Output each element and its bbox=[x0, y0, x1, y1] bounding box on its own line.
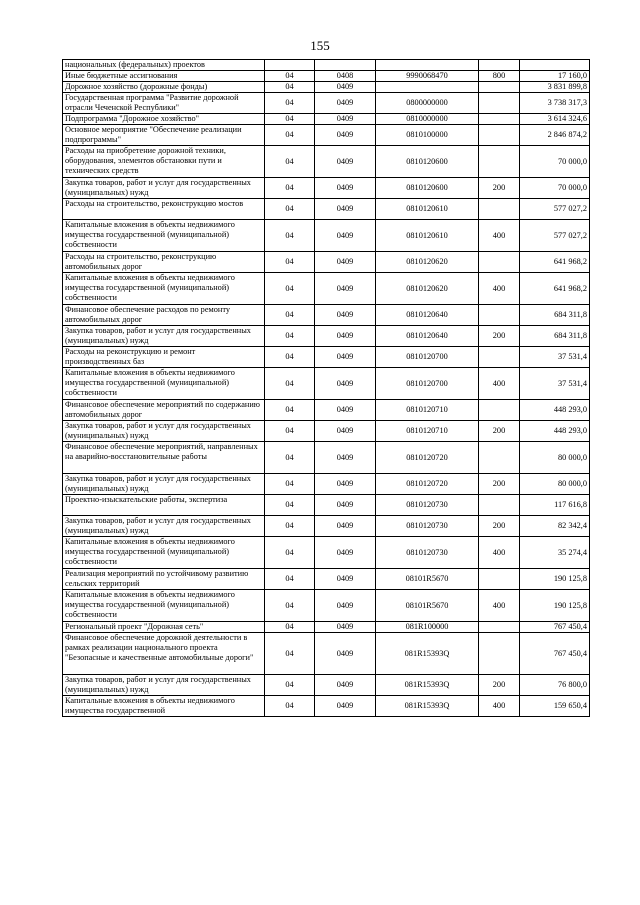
table-row bbox=[63, 93, 590, 114]
row-amount: 159 650,4 bbox=[520, 696, 590, 717]
row-section: 04 bbox=[265, 368, 315, 400]
row-name: национальных (федеральных) проектов bbox=[63, 60, 265, 71]
row-expense-type bbox=[479, 125, 520, 146]
row-section: 04 bbox=[265, 220, 315, 252]
table-row bbox=[63, 633, 590, 675]
row-expense-type bbox=[479, 622, 520, 633]
row-target-code: 0810120720 bbox=[376, 442, 479, 474]
row-expense-type bbox=[479, 400, 520, 421]
row-name: Закупка товаров, работ и услуг для государственных (муниципальных) нужд bbox=[63, 326, 265, 347]
row-section: 04 bbox=[265, 71, 315, 82]
row-name: Финансовое обеспечение мероприятий по содержанию автомобильных дорог bbox=[63, 400, 265, 421]
row-section: 04 bbox=[265, 252, 315, 273]
row-expense-type: 800 bbox=[479, 71, 520, 82]
row-name: Капитальные вложения в объекты недвижимого имущества государственной bbox=[63, 696, 265, 717]
row-subsection: 0409 bbox=[315, 114, 376, 125]
row-amount: 117 616,8 bbox=[520, 495, 590, 516]
row-expense-type: 400 bbox=[479, 696, 520, 717]
row-name: Финансовое обеспечение дорожной деятельности в рамках реализации национального проекта "Безопасные и качественные автомобильные дороги" bbox=[63, 633, 265, 675]
row-subsection: 0409 bbox=[315, 305, 376, 326]
row-section: 04 bbox=[265, 675, 315, 696]
table-row bbox=[63, 60, 590, 71]
row-amount: 684 311,8 bbox=[520, 326, 590, 347]
row-subsection: 0409 bbox=[315, 537, 376, 569]
table-row bbox=[63, 178, 590, 199]
row-target-code: 0810120620 bbox=[376, 252, 479, 273]
row-expense-type: 400 bbox=[479, 537, 520, 569]
row-subsection: 0408 bbox=[315, 71, 376, 82]
row-amount: 37 531,4 bbox=[520, 368, 590, 400]
row-target-code: 0810120700 bbox=[376, 347, 479, 368]
row-subsection: 0409 bbox=[315, 516, 376, 537]
row-subsection: 0409 bbox=[315, 495, 376, 516]
row-section: 04 bbox=[265, 590, 315, 622]
budget-table bbox=[62, 59, 590, 717]
row-subsection: 0409 bbox=[315, 633, 376, 675]
row-expense-type: 200 bbox=[479, 474, 520, 495]
row-target-code: 081R100000 bbox=[376, 622, 479, 633]
row-amount bbox=[520, 60, 590, 71]
row-section bbox=[265, 60, 315, 71]
row-target-code: 0810120610 bbox=[376, 199, 479, 220]
row-expense-type: 400 bbox=[479, 220, 520, 252]
row-name: Капитальные вложения в объекты недвижимого имущества государственной (муниципальной) собственности bbox=[63, 590, 265, 622]
row-section: 04 bbox=[265, 93, 315, 114]
row-target-code: 0810120730 bbox=[376, 537, 479, 569]
row-section: 04 bbox=[265, 400, 315, 421]
row-expense-type: 400 bbox=[479, 590, 520, 622]
table-row bbox=[63, 590, 590, 622]
row-name: Закупка товаров, работ и услуг для государственных (муниципальных) нужд bbox=[63, 421, 265, 442]
row-name: Закупка товаров, работ и услуг для государственных (муниципальных) нужд bbox=[63, 675, 265, 696]
row-amount: 577 027,2 bbox=[520, 220, 590, 252]
row-amount: 3 614 324,6 bbox=[520, 114, 590, 125]
row-amount: 684 311,8 bbox=[520, 305, 590, 326]
row-expense-type bbox=[479, 442, 520, 474]
row-section: 04 bbox=[265, 633, 315, 675]
row-target-code: 0810120730 bbox=[376, 495, 479, 516]
row-subsection: 0409 bbox=[315, 675, 376, 696]
table-row bbox=[63, 569, 590, 590]
row-expense-type bbox=[479, 305, 520, 326]
row-name: Расходы на строительство, реконструкцию мостов bbox=[63, 199, 265, 220]
row-subsection: 0409 bbox=[315, 146, 376, 178]
row-name: Закупка товаров, работ и услуг для государственных (муниципальных) нужд bbox=[63, 516, 265, 537]
table-row bbox=[63, 495, 590, 516]
row-name: Региональный проект "Дорожная сеть" bbox=[63, 622, 265, 633]
row-amount: 37 531,4 bbox=[520, 347, 590, 368]
table-row bbox=[63, 199, 590, 220]
row-name: Закупка товаров, работ и услуг для государственных (муниципальных) нужд bbox=[63, 474, 265, 495]
row-name: Финансовое обеспечение мероприятий, направленных на аварийно-восстановительные работы bbox=[63, 442, 265, 474]
row-expense-type: 400 bbox=[479, 273, 520, 305]
row-name: Расходы на строительство, реконструкцию автомобильных дорог bbox=[63, 252, 265, 273]
row-target-code: 0810000000 bbox=[376, 114, 479, 125]
row-amount: 82 342,4 bbox=[520, 516, 590, 537]
row-target-code: 0810100000 bbox=[376, 125, 479, 146]
table-row bbox=[63, 400, 590, 421]
row-section: 04 bbox=[265, 495, 315, 516]
row-target-code: 08101R5670 bbox=[376, 569, 479, 590]
row-section: 04 bbox=[265, 199, 315, 220]
row-section: 04 bbox=[265, 622, 315, 633]
row-section: 04 bbox=[265, 326, 315, 347]
row-name: Капитальные вложения в объекты недвижимого имущества государственной (муниципальной) собственности bbox=[63, 368, 265, 400]
row-target-code: 0810120700 bbox=[376, 368, 479, 400]
row-name: Реализация мероприятий по устойчивому развитию сельских территорий bbox=[63, 569, 265, 590]
row-name: Капитальные вложения в объекты недвижимого имущества государственной (муниципальной) собственности bbox=[63, 273, 265, 305]
row-amount: 35 274,4 bbox=[520, 537, 590, 569]
row-amount: 2 846 874,2 bbox=[520, 125, 590, 146]
row-amount: 767 450,4 bbox=[520, 633, 590, 675]
row-name: Капитальные вложения в объекты недвижимого имущества государственной (муниципальной) собственности bbox=[63, 220, 265, 252]
row-subsection: 0409 bbox=[315, 622, 376, 633]
row-target-code: 0800000000 bbox=[376, 93, 479, 114]
row-section: 04 bbox=[265, 516, 315, 537]
row-subsection: 0409 bbox=[315, 368, 376, 400]
row-target-code: 0810120640 bbox=[376, 326, 479, 347]
row-target-code: 0810120620 bbox=[376, 273, 479, 305]
budget-table-body bbox=[63, 60, 590, 717]
row-subsection: 0409 bbox=[315, 696, 376, 717]
row-section: 04 bbox=[265, 537, 315, 569]
table-row bbox=[63, 442, 590, 474]
table-row bbox=[63, 347, 590, 368]
row-amount: 17 160,0 bbox=[520, 71, 590, 82]
row-name: Закупка товаров, работ и услуг для государственных (муниципальных) нужд bbox=[63, 178, 265, 199]
row-subsection: 0409 bbox=[315, 220, 376, 252]
row-section: 04 bbox=[265, 696, 315, 717]
row-subsection: 0409 bbox=[315, 273, 376, 305]
row-target-code: 0810120600 bbox=[376, 146, 479, 178]
row-expense-type: 400 bbox=[479, 368, 520, 400]
table-row bbox=[63, 146, 590, 178]
row-expense-type: 200 bbox=[479, 675, 520, 696]
row-subsection: 0409 bbox=[315, 421, 376, 442]
row-name: Основное мероприятие "Обеспечение реализации подпрограммы" bbox=[63, 125, 265, 146]
row-subsection: 0409 bbox=[315, 347, 376, 368]
row-subsection: 0409 bbox=[315, 252, 376, 273]
row-expense-type: 200 bbox=[479, 326, 520, 347]
row-amount: 70 000,0 bbox=[520, 178, 590, 199]
row-expense-type bbox=[479, 114, 520, 125]
row-section: 04 bbox=[265, 569, 315, 590]
row-name: Расходы на реконструкцию и ремонт производственных баз bbox=[63, 347, 265, 368]
row-amount: 641 968,2 bbox=[520, 273, 590, 305]
row-name: Подпрограмма "Дорожное хозяйство" bbox=[63, 114, 265, 125]
row-amount: 190 125,8 bbox=[520, 590, 590, 622]
row-expense-type: 200 bbox=[479, 178, 520, 199]
row-subsection: 0409 bbox=[315, 590, 376, 622]
row-section: 04 bbox=[265, 347, 315, 368]
table-row bbox=[63, 537, 590, 569]
table-row bbox=[63, 273, 590, 305]
row-target-code: 0810120710 bbox=[376, 421, 479, 442]
row-name: Государственная программа "Развитие дорожной отрасли Чеченской Республики" bbox=[63, 93, 265, 114]
row-section: 04 bbox=[265, 305, 315, 326]
row-target-code: 9990068470 bbox=[376, 71, 479, 82]
row-target-code: 0810120640 bbox=[376, 305, 479, 326]
row-expense-type bbox=[479, 82, 520, 93]
row-target-code: 0810120730 bbox=[376, 516, 479, 537]
table-row bbox=[63, 368, 590, 400]
row-expense-type bbox=[479, 146, 520, 178]
row-target-code bbox=[376, 82, 479, 93]
row-section: 04 bbox=[265, 82, 315, 93]
row-amount: 80 000,0 bbox=[520, 442, 590, 474]
row-name: Финансовое обеспечение расходов по ремонту автомобильных дорог bbox=[63, 305, 265, 326]
row-subsection: 0409 bbox=[315, 93, 376, 114]
row-name: Проектно-изыскательские работы, экспертиза bbox=[63, 495, 265, 516]
table-row bbox=[63, 114, 590, 125]
row-section: 04 bbox=[265, 178, 315, 199]
row-expense-type bbox=[479, 199, 520, 220]
table-row bbox=[63, 622, 590, 633]
row-subsection: 0409 bbox=[315, 442, 376, 474]
row-subsection: 0409 bbox=[315, 82, 376, 93]
row-target-code: 08101R5670 bbox=[376, 590, 479, 622]
row-target-code: 0810120610 bbox=[376, 220, 479, 252]
row-subsection: 0409 bbox=[315, 199, 376, 220]
row-amount: 3 831 899,8 bbox=[520, 82, 590, 93]
row-target-code bbox=[376, 60, 479, 71]
row-amount: 70 000,0 bbox=[520, 146, 590, 178]
table-row bbox=[63, 675, 590, 696]
row-expense-type: 200 bbox=[479, 421, 520, 442]
table-row bbox=[63, 71, 590, 82]
row-amount: 767 450,4 bbox=[520, 622, 590, 633]
row-section: 04 bbox=[265, 125, 315, 146]
row-amount: 190 125,8 bbox=[520, 569, 590, 590]
row-amount: 641 968,2 bbox=[520, 252, 590, 273]
page-number: 155 bbox=[310, 38, 330, 53]
row-section: 04 bbox=[265, 273, 315, 305]
row-target-code: 0810120720 bbox=[376, 474, 479, 495]
row-subsection bbox=[315, 60, 376, 71]
row-subsection: 0409 bbox=[315, 569, 376, 590]
row-name: Расходы на приобретение дорожной техники, оборудования, элементов обстановки пути и технических средств bbox=[63, 146, 265, 178]
row-target-code: 0810120710 bbox=[376, 400, 479, 421]
row-amount: 577 027,2 bbox=[520, 199, 590, 220]
table-row bbox=[63, 516, 590, 537]
row-subsection: 0409 bbox=[315, 178, 376, 199]
table-row bbox=[63, 252, 590, 273]
row-expense-type bbox=[479, 60, 520, 71]
row-subsection: 0409 bbox=[315, 326, 376, 347]
row-section: 04 bbox=[265, 474, 315, 495]
row-amount: 448 293,0 bbox=[520, 400, 590, 421]
row-amount: 3 738 317,3 bbox=[520, 93, 590, 114]
row-expense-type bbox=[479, 569, 520, 590]
row-name: Дорожное хозяйство (дорожные фонды) bbox=[63, 82, 265, 93]
row-subsection: 0409 bbox=[315, 474, 376, 495]
row-section: 04 bbox=[265, 442, 315, 474]
table-row bbox=[63, 220, 590, 252]
table-row bbox=[63, 474, 590, 495]
table-row bbox=[63, 305, 590, 326]
table-row bbox=[63, 326, 590, 347]
row-section: 04 bbox=[265, 146, 315, 178]
table-row bbox=[63, 421, 590, 442]
row-target-code: 0810120600 bbox=[376, 178, 479, 199]
row-expense-type: 200 bbox=[479, 516, 520, 537]
row-section: 04 bbox=[265, 421, 315, 442]
row-subsection: 0409 bbox=[315, 400, 376, 421]
row-subsection: 0409 bbox=[315, 125, 376, 146]
row-section: 04 bbox=[265, 114, 315, 125]
row-expense-type bbox=[479, 495, 520, 516]
row-expense-type bbox=[479, 633, 520, 675]
row-name: Капитальные вложения в объекты недвижимого имущества государственной (муниципальной) собственности bbox=[63, 537, 265, 569]
table-row bbox=[63, 82, 590, 93]
row-amount: 80 000,0 bbox=[520, 474, 590, 495]
row-amount: 448 293,0 bbox=[520, 421, 590, 442]
row-name: Иные бюджетные ассигнования bbox=[63, 71, 265, 82]
row-target-code: 081R15393Q bbox=[376, 633, 479, 675]
table-row bbox=[63, 696, 590, 717]
row-target-code: 081R15393Q bbox=[376, 696, 479, 717]
row-expense-type bbox=[479, 252, 520, 273]
row-expense-type bbox=[479, 93, 520, 114]
row-expense-type bbox=[479, 347, 520, 368]
row-target-code: 081R15393Q bbox=[376, 675, 479, 696]
row-amount: 76 800,0 bbox=[520, 675, 590, 696]
table-row bbox=[63, 125, 590, 146]
